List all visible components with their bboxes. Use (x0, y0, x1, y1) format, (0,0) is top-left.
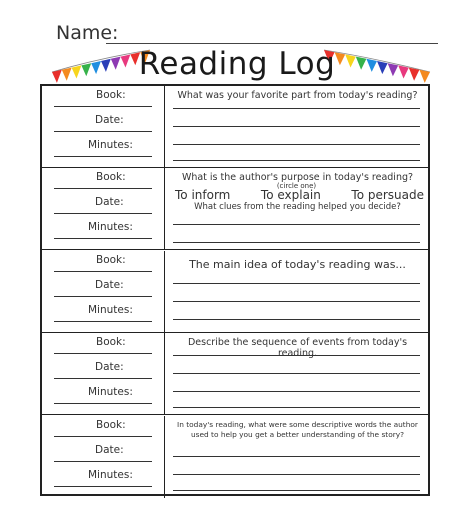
minutes-write-line[interactable] (54, 238, 152, 239)
date-label: Date: (95, 114, 124, 126)
followup-prompt: What clues from the reading helped you decide? (194, 202, 401, 213)
entry-response-cell (165, 86, 428, 167)
entry-response-cell (165, 168, 428, 249)
entry-details-cell (42, 333, 165, 414)
entry-details-cell (42, 251, 165, 332)
page-title: Reading Log (138, 46, 336, 82)
entry-prompt: What is the author's purpose in today's reading? (181, 172, 414, 184)
answer-write-line[interactable] (173, 242, 420, 243)
reading-log-table (40, 84, 430, 496)
book-write-line[interactable] (54, 188, 152, 189)
entry-prompt: The main idea of today's reading was... (189, 257, 406, 271)
entry-prompt: In today's reading, what were some descriptive words the author used to help you get a better understanding of the story? (177, 419, 418, 439)
date-label: Date: (95, 278, 124, 291)
answer-write-line[interactable] (173, 301, 420, 302)
date-write-line[interactable] (54, 213, 152, 214)
answer-write-line[interactable] (173, 224, 420, 225)
minutes-write-line[interactable] (54, 486, 152, 487)
name-label: Name: (56, 22, 119, 44)
purpose-option[interactable]: To inform (175, 188, 231, 203)
book-label: Book: (96, 336, 126, 349)
book-write-line[interactable] (54, 271, 152, 272)
answer-write-line[interactable] (173, 319, 420, 320)
entry-prompt: Describe the sequence of events from today's reading. (187, 337, 408, 360)
answer-write-line[interactable] (173, 283, 420, 284)
book-write-line[interactable] (54, 106, 152, 107)
minutes-label: Minutes: (88, 221, 133, 234)
answer-write-line[interactable] (173, 407, 420, 408)
log-entry-row (42, 333, 428, 415)
date-write-line[interactable] (54, 296, 152, 297)
log-entry-row (42, 416, 428, 498)
circle-one-note: (circle one) (276, 182, 317, 191)
purpose-option[interactable]: To persuade (351, 188, 424, 203)
purpose-options (175, 188, 424, 202)
minutes-label: Minutes: (88, 468, 133, 481)
entry-details-cell (42, 416, 165, 498)
log-entry-row (42, 251, 428, 333)
date-label: Date: (95, 196, 124, 209)
answer-write-line[interactable] (173, 490, 420, 491)
date-label: Date: (95, 443, 124, 456)
entry-details-cell (42, 86, 165, 167)
book-label: Book: (96, 171, 126, 184)
log-entry-row (42, 86, 428, 168)
entry-prompt: What was your favorite part from today's reading? (177, 90, 418, 101)
answer-write-line[interactable] (173, 108, 420, 109)
answer-write-line[interactable] (173, 160, 420, 161)
date-write-line[interactable] (54, 131, 152, 132)
minutes-write-line[interactable] (54, 156, 152, 157)
entry-response-cell (165, 333, 428, 414)
entry-response-cell (165, 416, 428, 498)
answer-write-line[interactable] (173, 355, 420, 356)
minutes-label: Minutes: (88, 139, 133, 151)
log-entry-row (42, 168, 428, 250)
entry-details-cell (42, 168, 165, 249)
date-write-line[interactable] (54, 378, 152, 379)
date-label: Date: (95, 361, 124, 374)
date-write-line[interactable] (54, 461, 152, 462)
book-label: Book: (96, 418, 126, 431)
purpose-option[interactable]: To explain (260, 188, 321, 203)
book-label: Book: (96, 253, 126, 266)
answer-write-line[interactable] (173, 144, 420, 145)
answer-write-line[interactable] (173, 126, 420, 127)
answer-write-line[interactable] (173, 474, 420, 475)
minutes-write-line[interactable] (54, 321, 152, 322)
entry-response-cell (165, 251, 428, 332)
answer-write-line[interactable] (173, 373, 420, 374)
book-write-line[interactable] (54, 436, 152, 437)
answer-write-line[interactable] (173, 391, 420, 392)
minutes-label: Minutes: (88, 303, 133, 316)
minutes-write-line[interactable] (54, 403, 152, 404)
answer-write-line[interactable] (173, 456, 420, 457)
minutes-label: Minutes: (88, 386, 133, 399)
book-write-line[interactable] (54, 353, 152, 354)
book-label: Book: (96, 89, 126, 101)
